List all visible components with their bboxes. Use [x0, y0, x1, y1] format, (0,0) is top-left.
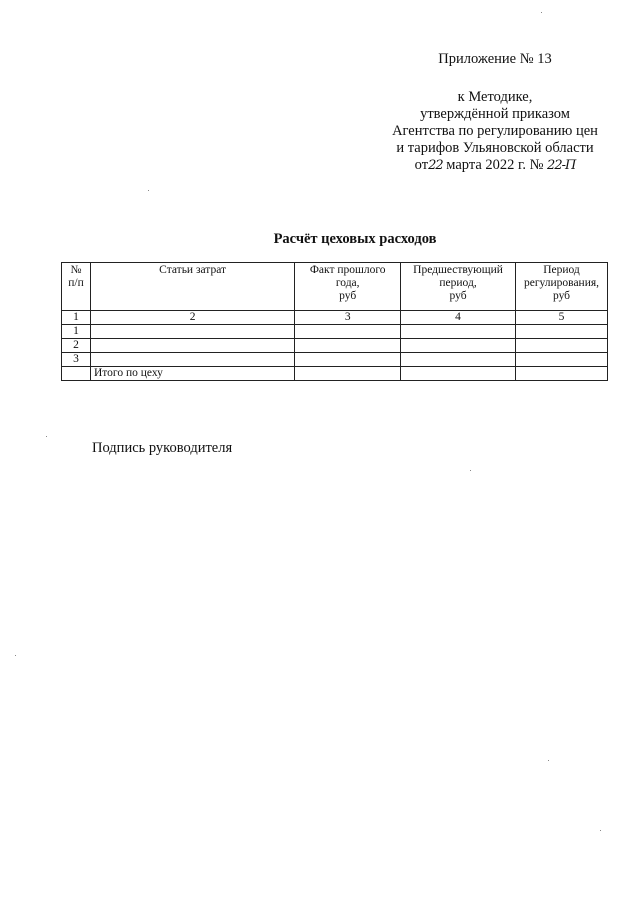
table-cell [90, 339, 294, 353]
header-number-text: № п/п [68, 264, 84, 289]
total-label: Итого по цеху [90, 367, 294, 381]
appendix-approval-block [380, 89, 610, 174]
scan-speck [15, 655, 16, 656]
document-title: Расчёт цеховых расходов [273, 231, 437, 247]
header-previous-period-text: Предшествующий период, руб [413, 264, 503, 302]
table-cell: 3 [295, 311, 401, 325]
appendix-line-1: к Методике, [457, 89, 533, 105]
header-regulation-period-text: Период регулирования, руб [523, 264, 600, 302]
table-cell [295, 353, 401, 367]
table-cell [295, 339, 401, 353]
date-prefix: от [414, 157, 429, 173]
table-cell [516, 353, 608, 367]
handwritten-day: 22 [428, 158, 443, 173]
appendix-date-line [380, 157, 610, 174]
table-cell [401, 339, 516, 353]
handwritten-order-number: 22-П [547, 158, 576, 173]
table-cell [62, 367, 91, 381]
table-cell: 3 [62, 353, 91, 367]
table-cell: 4 [401, 311, 516, 325]
appendix-line-3: Агентства по регулированию цен [392, 123, 598, 139]
appendix-line-2: утверждённой приказом [420, 106, 570, 122]
table-row [62, 353, 608, 367]
table-cell: 5 [516, 311, 608, 325]
appendix-number: Приложение № 13 [438, 51, 552, 67]
table-cell [516, 339, 608, 353]
table-cell [401, 325, 516, 339]
table-cell [90, 325, 294, 339]
column-index-row [62, 311, 608, 325]
scan-speck [46, 436, 47, 437]
table-header-row [62, 263, 608, 311]
header-last-year [295, 263, 401, 311]
table-cell: 2 [90, 311, 294, 325]
header-cost-items-text: Статьи затрат [159, 264, 227, 276]
table-cell [90, 353, 294, 367]
table-cell [295, 367, 401, 381]
header-previous-period [401, 263, 516, 311]
table-cell [516, 325, 608, 339]
table-row [62, 339, 608, 353]
appendix-title [380, 51, 610, 68]
scan-speck [548, 760, 549, 761]
table-cell [516, 367, 608, 381]
table-cell: 2 [62, 339, 91, 353]
total-row [62, 367, 608, 381]
head-signature-label: Подпись руководителя [92, 440, 233, 456]
header-cost-items [90, 263, 294, 311]
table-cell: 1 [62, 325, 91, 339]
date-month-year: марта 2022 г. № [446, 157, 544, 173]
header-regulation-period [516, 263, 608, 311]
table-row [62, 325, 608, 339]
header-number [62, 263, 91, 311]
table-cell [295, 325, 401, 339]
scan-speck [600, 830, 601, 831]
table-cell [401, 353, 516, 367]
table-cell: 1 [62, 311, 91, 325]
appendix-line-4: и тарифов Ульяновской области [396, 140, 594, 156]
scan-speck [541, 12, 542, 13]
scan-speck [148, 190, 149, 191]
scan-speck [470, 470, 471, 471]
header-last-year-text: Факт прошлого года, руб [309, 264, 386, 302]
table-cell [401, 367, 516, 381]
costs-table [61, 262, 608, 381]
